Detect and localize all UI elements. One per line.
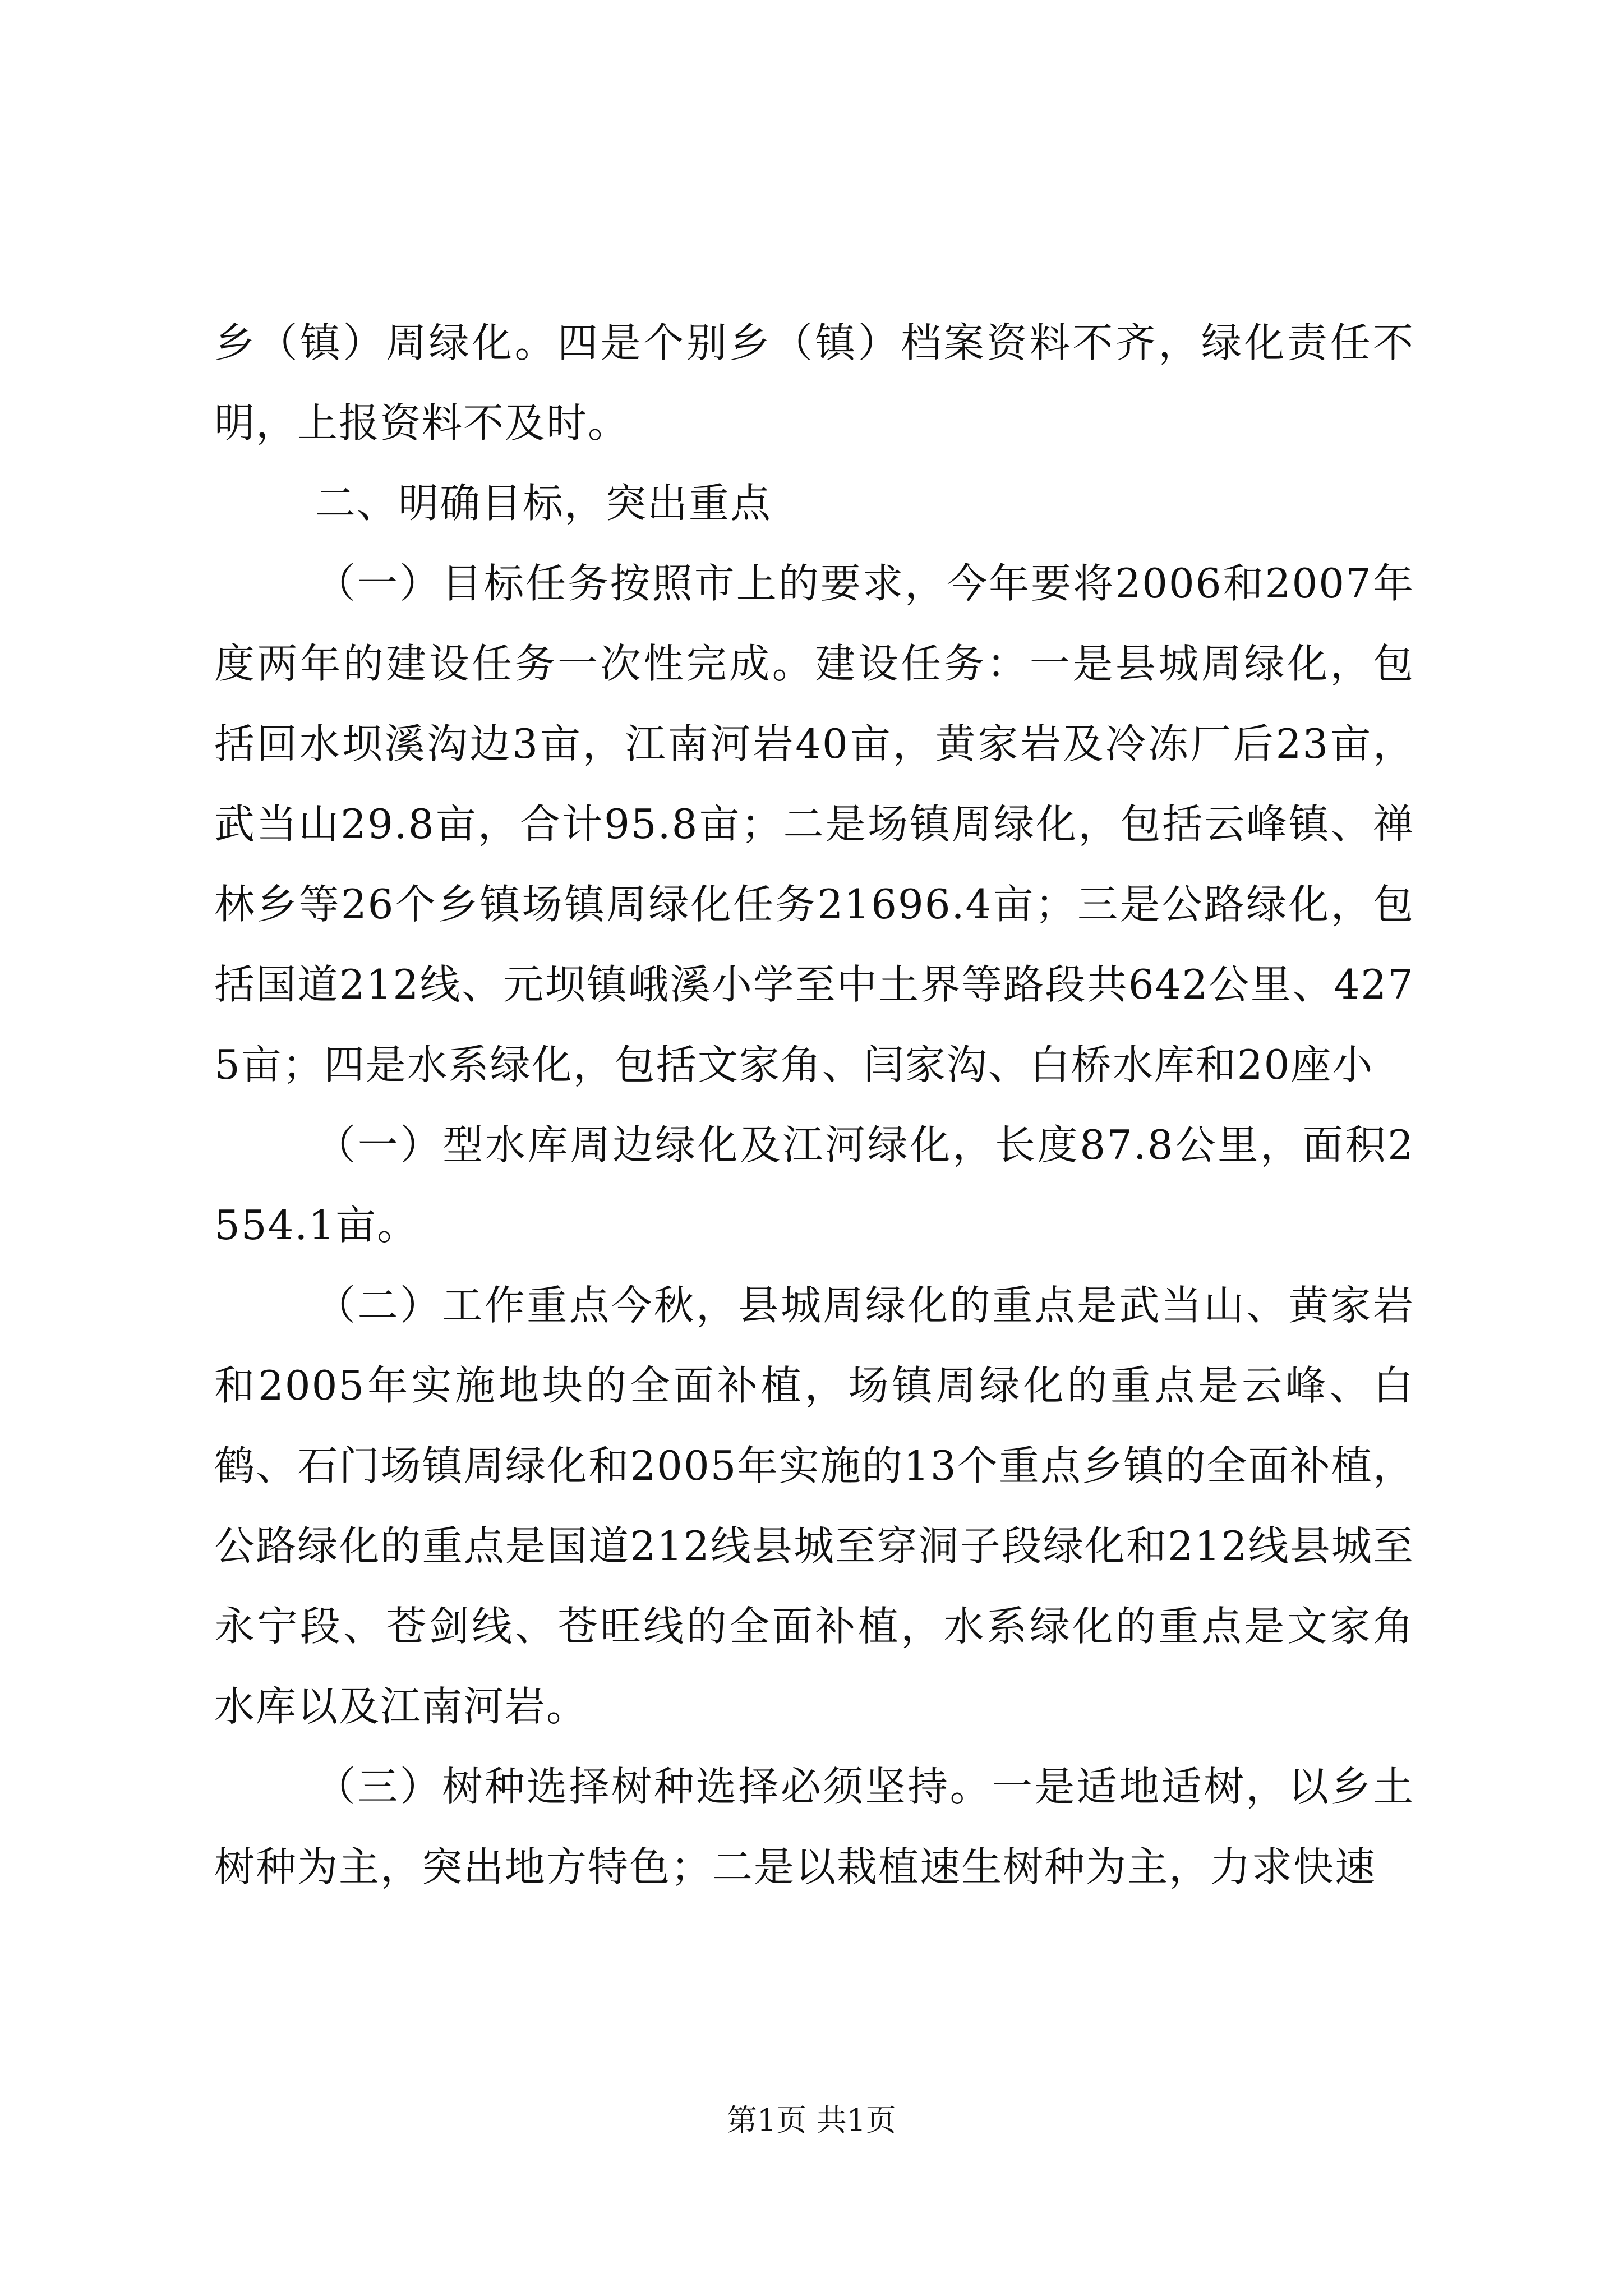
paragraph-reservoir-greening: （一）型水库周边绿化及江河绿化，长度87.8公里，面积2554.1亩。 [214,1121,1414,1249]
paragraph-target-tasks: （一）目标任务按照市上的要求，今年要将2006和2007年度两年的建设任务一次性完成。建设任务：一是县城周绿化，包括回水坝溪沟边3亩，江南河岩40亩，黄家岩及冷冻厂后23亩，武当山29.8亩，合计95.8亩；二是场镇周绿化，包括云峰镇、禅林乡等26个乡镇场镇周绿化任务21696.4亩；三是公路绿化，包括国道212线、元坝镇峨溪小学至中土界等路段共642公里、4275亩；四是水系绿化，包括文家角、闫家沟、白桥水库和20座小 [214,560,1414,1088]
document-body [214,303,1414,1907]
page-footer: 第1页 共1页 [727,2102,896,2138]
section-heading: 二、明确目标，突出重点 [315,480,772,527]
paragraph-continuation: 乡（镇）周绿化。四是个别乡（镇）档案资料不齐，绿化责任不明，上报资料不及时。 [214,319,1414,447]
paragraph-work-focus: （二）工作重点今秋，县城周绿化的重点是武当山、黄家岩和2005年实施地块的全面补植，场镇周绿化的重点是云峰、白鹤、石门场镇周绿化和2005年实施的13个重点乡镇的全面补植，公路绿化的重点是国道212线县城至穿洞子段绿化和212线县城至永宁段、苍剑线、苍旺线的全面补植，水系绿化的重点是文家角水库以及江南河岩。 [214,1282,1414,1730]
paragraph-tree-species: （三）树种选择树种选择必须坚持。一是适地适树，以乡土树种为主，突出地方特色；二是以栽植速生树种为主，力求快速 [214,1763,1414,1890]
